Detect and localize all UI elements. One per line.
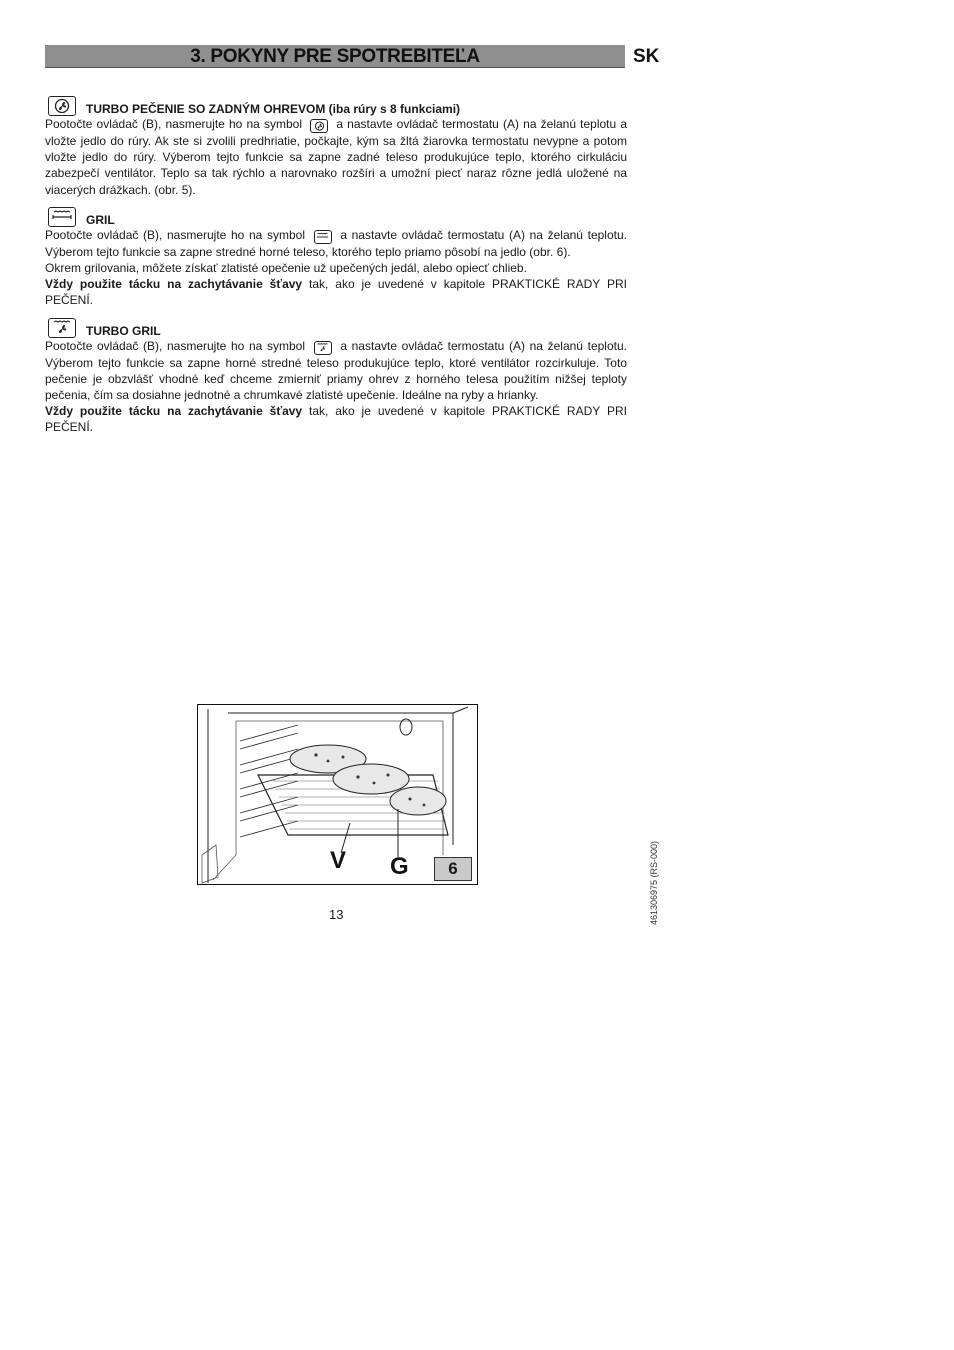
turbo-grill-icon: [314, 341, 332, 355]
section-turbo-grill: [45, 314, 627, 436]
grill-icon: [314, 230, 332, 244]
section-grill: [45, 203, 627, 309]
figure-number: 6: [434, 857, 472, 881]
section-text: Pootočte ovládač (B), nasmerujte ho na symbol a nastavte ovládač termostatu (A) na želanú teplotu. Výberom tejto funkcie sa zapne stredné horné teleso, ktorého teplo priamo pôsobí na jedlo (obr. 6).: [45, 227, 627, 259]
page-number: 13: [329, 907, 344, 922]
section-note: Vždy použite tácku na zachytávanie šťavy tak, ako je uvedené v kapitole PRAKTICKÉ RADY PRI PEČENÍ.: [45, 404, 627, 435]
section-text: Pootočte ovládač (B), nasmerujte ho na symbol a nastavte ovládač termostatu (A) na želanú teplotu a vložte jedlo do rúry. Ak ste si zvolili predhriatie, počkajte, kým sa žltá žiarovka termostatu nevypne a potom vložte jedlo do rúry. Výberom tejto funkcie sa zapne zadné teleso produkujúce teplo, ktorého cirkuláciu zabezpečí ventilátor. Teplo sa tak rýchlo a narovnako rozšíri a umožní piecť naraz rôzne jedlá uložené na viacerých drážkach. (obr. 5).: [45, 117, 627, 197]
figure-label-g: G: [390, 853, 409, 880]
document-code: 461306975 (RS-000): [649, 840, 659, 925]
page-title: 3. POKYNY PRE SPOTREBITEĽA: [190, 46, 480, 67]
section-extra: Okrem grilovania, môžete získať zlatisté opečenie už upečených jedál, alebo opiecť chlieb.: [45, 261, 527, 276]
turbo-grill-icon: [48, 318, 76, 338]
figure-oven-grill: [197, 704, 478, 885]
fan-bake-icon: [310, 119, 328, 133]
header-bar: [45, 45, 625, 68]
section-note: Vždy použite tácku na zachytávanie šťavy tak, ako je uvedené v kapitole PRAKTICKÉ RADY PRI PEČENÍ.: [45, 277, 627, 308]
fan-bake-icon: [48, 96, 76, 116]
figure-label-v: V: [330, 847, 347, 874]
section-title: TURBO PEČENIE SO ZADNÝM OHREVOM (iba rúry s 8 funkciami): [86, 102, 461, 116]
content: [45, 92, 627, 441]
section-title: TURBO GRIL: [86, 323, 161, 338]
section-title: GRIL: [86, 212, 115, 227]
section-fan-bake: [45, 92, 627, 198]
language-code: SK: [633, 46, 660, 67]
grill-icon: [48, 207, 76, 227]
section-text: Pootočte ovládač (B), nasmerujte ho na symbol a nastavte ovládač termostatu (A) na želanú teplotu. Výberom tejto funkcie sa zapne horné stredné teleso produkujúce teplo, ktoré ventilátor rozcirkuluje. Toto pečenie je obzvlášť vhodné keď chceme zmierniť priamy ohrev z horného telesa použitím nižšej teploty pečenia, čím sa dosiahne jednotné a chrumkavé zlatisté upečenie. Ideálne na ryby a hrianky.: [45, 338, 627, 403]
